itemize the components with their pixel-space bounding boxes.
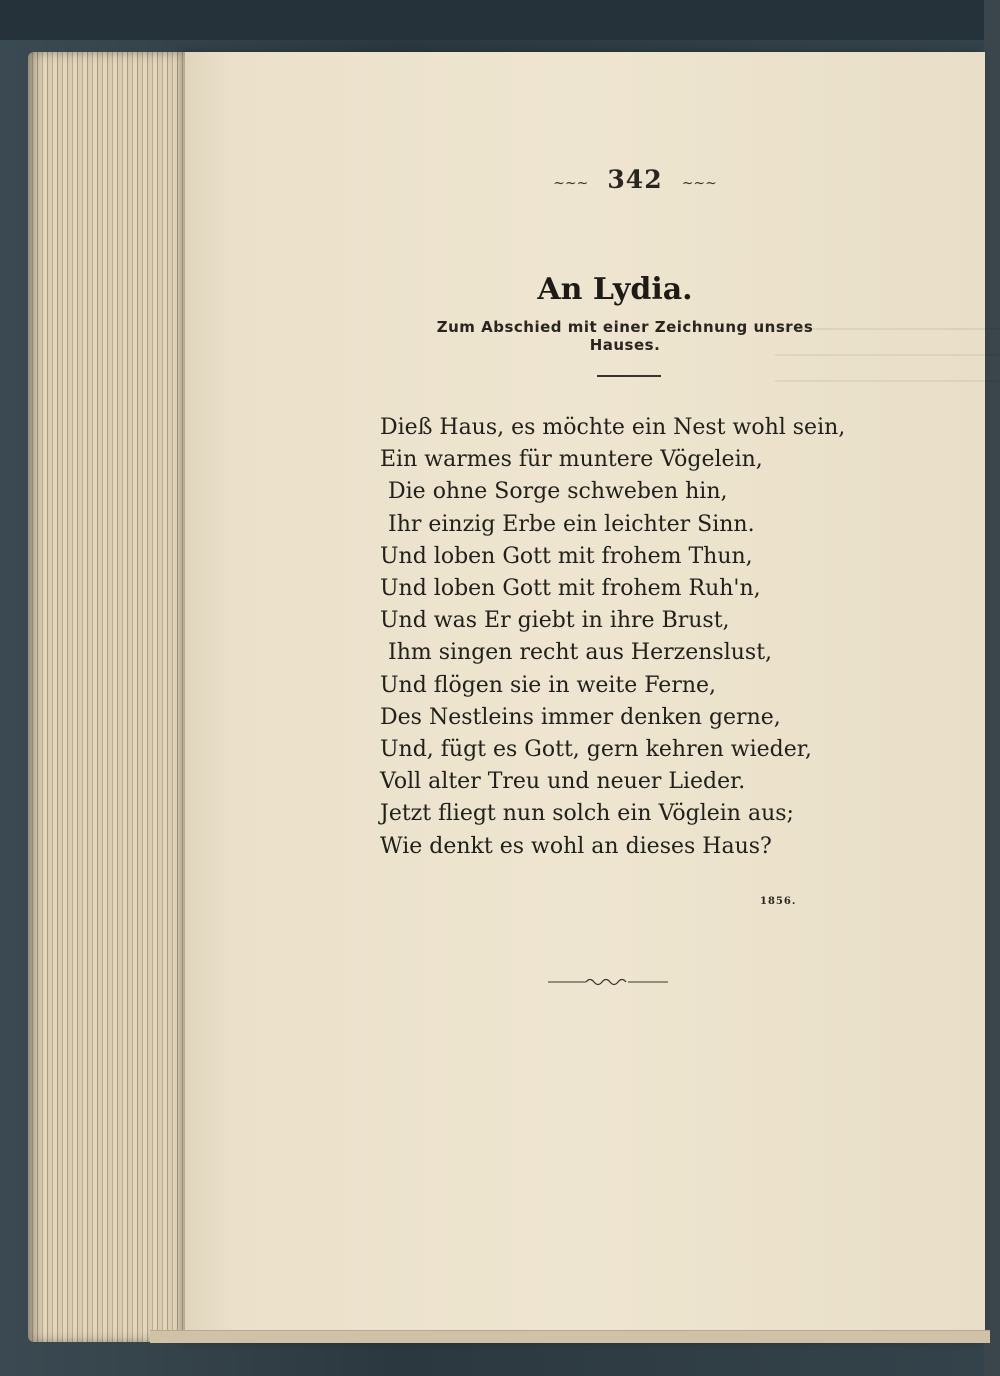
poem-year: 1856. [760, 896, 797, 907]
poem-line: Voll alter Treu und neuer Lieder. [380, 769, 746, 795]
end-ornament [548, 975, 668, 989]
page-header [520, 165, 750, 194]
cover-right-edge [984, 0, 1000, 1376]
poem-line: Die ohne Sorge schweben hin, [388, 479, 728, 505]
poem-line: Wie denkt es wohl an dieses Haus? [380, 833, 772, 859]
header-ornament-left: ∼∼∼ [553, 175, 589, 192]
title-divider [597, 375, 661, 377]
header-ornament-right: ∼∼∼ [681, 175, 717, 192]
poem-line: Des Nestleins immer denken gerne, [380, 704, 781, 730]
poem-body [380, 412, 860, 863]
page-bottom-edge [150, 1330, 990, 1343]
poem-title: An Lydia. [537, 272, 693, 307]
poem-subtitle: Zum Abschied mit einer Zeichnung unsres Hauses. [436, 318, 814, 354]
poem-line: Jetzt fliegt nun solch ein Vöglein aus; [380, 801, 794, 827]
poem-line: Und loben Gott mit frohem Thun, [380, 543, 753, 569]
poem-line: Und, fügt es Gott, gern kehren wieder, [380, 737, 812, 763]
poem-line: Ihr einzig Erbe ein leichter Sinn. [388, 511, 755, 537]
page-number: 342 [607, 165, 663, 194]
poem-line: Und was Er giebt in ihre Brust, [380, 608, 730, 634]
cover-top-edge [0, 0, 1000, 40]
poem-line: Und flögen sie in weite Ferne, [380, 672, 717, 698]
poem-line: Ein warmes für muntere Vögelein, [380, 447, 763, 473]
poem-line: Und loben Gott mit frohem Ruh'n, [380, 576, 761, 602]
poem-line: Ihm singen recht aus Herzenslust, [388, 640, 773, 666]
poem-line: Dieß Haus, es möchte ein Nest wohl sein, [380, 415, 846, 440]
page-edges [28, 52, 208, 1342]
